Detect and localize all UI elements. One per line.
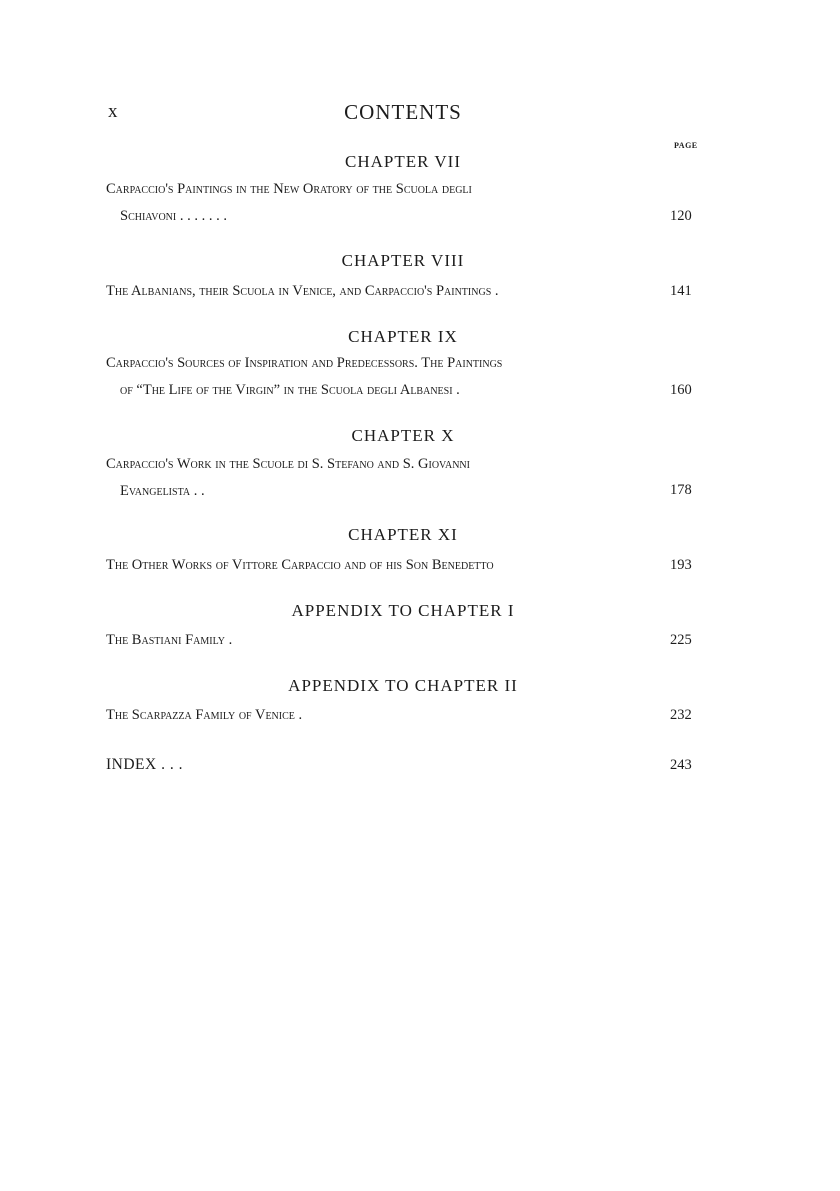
toc-entry	[106, 278, 656, 305]
page-column-label: PAGE	[674, 141, 698, 150]
page-title: CONTENTS	[344, 100, 462, 124]
toc-entry	[106, 627, 656, 654]
toc-entry	[106, 176, 656, 230]
toc-entry-line: Carpaccio's Paintings in the New Oratory of the Scuola degli	[106, 181, 472, 197]
chapter-heading: CHAPTER X	[351, 426, 455, 445]
toc-page-number: 120	[670, 208, 692, 224]
chapter-heading: CHAPTER VII	[345, 152, 461, 171]
toc-entry	[106, 350, 656, 404]
toc-entry-line: The Albanians, their Scuola in Venice, and Carpaccio's Paintings .	[106, 283, 499, 299]
toc-page-number: 160	[670, 382, 692, 398]
toc-page-number: 178	[670, 482, 692, 498]
chapter-heading: CHAPTER IX	[348, 327, 458, 346]
toc-page-number: 141	[670, 283, 692, 299]
chapter-heading: CHAPTER XI	[348, 525, 458, 544]
toc-entry-line: of “The Life of the Virgin” in the Scuola degli Albanesi .	[120, 382, 460, 398]
appendix-heading: APPENDIX TO CHAPTER I	[291, 601, 515, 620]
toc-page-number: 193	[670, 557, 692, 573]
toc-entry-line: Carpaccio's Work in the Scuole di S. Stefano and S. Giovanni	[106, 456, 470, 472]
toc-entry-line: The Other Works of Vittore Carpaccio and of his Son Benedetto	[106, 557, 494, 573]
toc-entry-line: Schiavoni . . . . . . .	[120, 208, 227, 224]
chapter-heading: CHAPTER VIII	[341, 251, 465, 270]
toc-entry	[106, 552, 656, 579]
page-number: x	[108, 101, 118, 122]
toc-entry	[106, 451, 656, 505]
toc-entry-line: The Scarpazza Family of Venice .	[106, 707, 303, 723]
toc-entry-line: Carpaccio's Sources of Inspiration and Predecessors. The Paintings	[106, 355, 503, 371]
toc-entry	[106, 702, 656, 729]
toc-entry-line: Evangelista . .	[120, 483, 205, 499]
toc-page-number: 232	[670, 707, 692, 723]
toc-entry-line: The Bastiani Family .	[106, 632, 233, 648]
appendix-heading: APPENDIX TO CHAPTER II	[288, 676, 518, 695]
index-entry: INDEX . . .	[106, 756, 183, 773]
index-page-number: 243	[670, 757, 692, 773]
toc-page-number: 225	[670, 632, 692, 648]
